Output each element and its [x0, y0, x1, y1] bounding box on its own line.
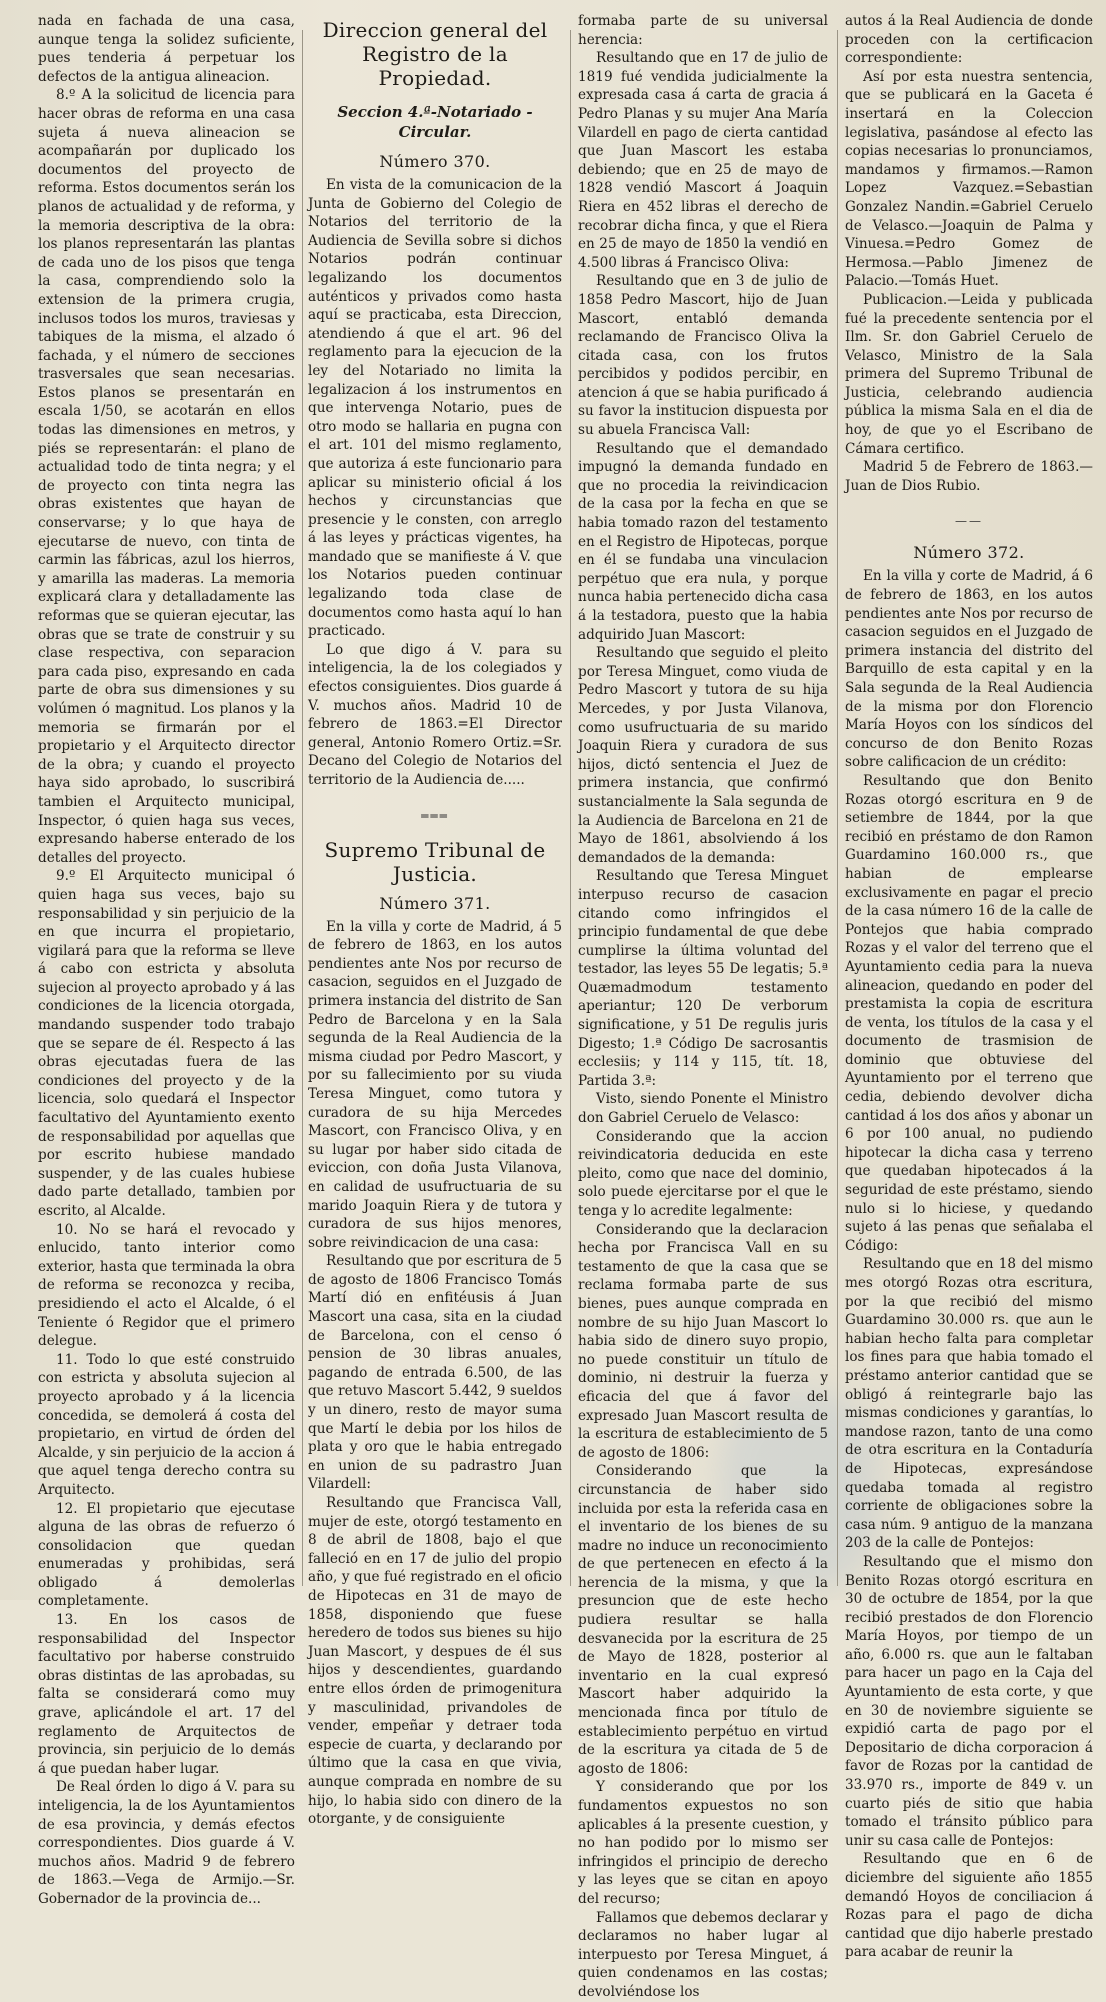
paragraph: 8.º A la solicitud de licencia para hacer obras de reforma en una casa sujeta á nueva alineacion se acompañarán por duplicado los documentos del proyecto de reforma. Estos documentos serán los planos de actualidad y de reforma, y la memoria descriptiva de la obra: los planos representarán las plantas de cada uno de los pisos que tenga la casa, comprendiendo solo la extension de la primera crugia, inclusos todos los muros, traviesas y tabiques de la misma, el alzado ó fachada, y el número de secciones trasversales que sean necesarias. Estos planos se presentarán en escala 1/50, se acotarán en ellos todas las dimensiones en metros, y piés se representarán: el plano de actualidad todo de tinta negra; y el de proyecto con tinta negra las obras existentes que hayan de conservarse; y lo que haya de ejecutarse de nuevo, con tinta de carmin las fábricas, azul los hierros, y amarilla las maderas. La memoria explicará clara y detalladamente las reformas que se quieran ejecutar, las obras que se trate de construir y su clase respectiva, con separacion para cada piso, expresando en cada parte de obra sus dimensiones y su volúmen ó magnitud. Los planos y la memoria se firmarán por el propietario y el Arquitecto director de la obra; y cuando el proyecto haya sido aprobado, lo suscribirá tambien el Arquitecto municipal, Inspector, ó quien haga sus veces, expresando haberse enterado de los detalles del proyecto. — [38, 87, 295, 866]
column-1 — [38, 12, 295, 1907]
paragraph: Visto, siendo Ponente el Ministro don Gabriel Ceruelo de Velasco: — [578, 1091, 828, 1127]
paragraph: formaba parte de su universal herencia: — [578, 13, 828, 48]
article-number: Número 370. — [379, 152, 491, 171]
paragraph: Considerando que la declaracion hecha por Francisca Vall en su testamento de que la casa que se reclama formaba parte de sus bienes, pues aunque comprada en nombre de su hijo Juan Mascort lo habia sido de dinero suyo propio, no puede constituir un título de dominio, ni destruir la fuerza y eficacia del que á favor del expresado Juan Mascort resulta de la escritura de establecimiento de 5 de agosto de 1806: — [578, 1221, 828, 1461]
paragraph: 11. Todo lo que esté construido con estricta y absoluta sujecion al proyecto aprobado y á la licencia concedida, se demolerá á costa del propietario, en virtud de órden del Alcalde, y sin perjuicio de la accion á que aquel tenga derecho contra su Arquitecto. — [38, 1351, 295, 1498]
paragraph: Resultando que en 3 de julio de 1858 Pedro Mascort, hijo de Juan Mascort, entabló demanda reclamando de Francisco Oliva la citada casa, con los frutos percibidos y podidos percibir, en atencion á que se habia purificado á su favor la institucion dispuesta por su abuela Francisca Vall: — [578, 273, 828, 439]
article-number: Número 371. — [379, 893, 491, 913]
column-2 — [308, 12, 562, 1828]
section-heading: Direccion general del Registro de la Propiedad. — [322, 18, 548, 90]
paragraph: Resultando que Francisca Vall, mujer de este, otorgó testamento en 8 de abril de 1808, bajo el que falleció en en 17 de julio del propio año, y que fué registrado en el oficio de Hipotecas en 31 de mayo de 1858, disponiendo que fuese heredero de todos sus bienes su hijo Juan Mascort, y despues de él sus hijos y descendientes, guardando entre ellos órden de primogenitura y masculinidad, privandoles de vender, empeñar y detraer toda especie de cuarta, y declarando por último que la casa en que vivia, aunque comprada en nombre de su hijo, lo habia sido con dinero de la otorgante, y de consiguiente — [308, 1495, 562, 1828]
paragraph: Resultando que seguido el pleito por Teresa Minguet, como viuda de Pedro Mascort y tutora de su hija Mercedes, y por Justa Vilanova, como usufructuaria de su marido Joaquin Riera y curadora de sus hijos, dictó sentencia el Juez de primera instancia, que confirmó sustancialmente la Sala segunda de la Audiencia de Barcelona en 21 de Mayo de 1861, absolviendo á los demandados de la demanda: — [578, 645, 828, 866]
column-rule — [837, 30, 838, 1586]
paragraph: Fallamos que debemos declarar y declaramos no haber lugar al interpuesto por Teresa Minguet, á quien condenamos en las costas; devolviéndose los — [578, 1909, 828, 2000]
paragraph: Resultando que en 17 de julio de 1819 fué vendida judicialmente la expresada casa á carta de gracia á Pedro Planas y su mujer Ana María Vilardell en pago de cierta cantidad que Juan Mascort les estaba debiendo; que en 25 de mayo de 1828 vendió Mascort á Joaquin Riera en 452 libras el derecho de recobrar dicha finca, y que el Riera en 25 de mayo de 1850 la vendió en 4.500 libras á Francisco Oliva: — [578, 50, 828, 271]
paragraph: Publicacion.—Leida y publicada fué la precedente sentencia por el Ilm. Sr. don Gabriel Ceruelo de Velasco, Ministro de la Sala primera del Supremo Tribunal de Justicia, celebrando audiencia pública la misma Sala en el dia de hoy, de que yo el Escribano de Cámara certifico. — [845, 291, 1093, 457]
paragraph: Resultando que el mismo don Benito Rozas otorgó escritura en 30 de octubre de 1854, por la que recibió prestados de don Florencio María Hoyos, por tiempo de un año, 6.000 rs. que aun le faltaban para hacer un pago en la Caja del Ayuntamiento de esta corte, y que en 30 de noviembre siguiente se expidió carta de pago por el Depositario de dicha corporacion á favor de Rozas por la cantidad de 33.970 rs., importe de 849 v. un cuarto piés de sitio que habia tomado el tránsito público para unir su casa calle de Pontejos: — [845, 1553, 1093, 1849]
section-heading: Supremo Tribunal de Justicia. — [324, 837, 546, 886]
separator: ═══ — [421, 808, 449, 823]
column-4 — [845, 12, 1093, 1961]
paragraph: En vista de la comunicacion de la Junta de Gobierno del Colegio de Notarios del territorio de la Audiencia de Sevilla sobre si dichos Notarios podrán continuar legalizando los documentos auténticos y privados como hasta aquí se practicaba, esta Direccion, atendiendo á que el art. 96 del reglamento para la ejecucion de la ley del Notariado no limita la legalizacion á los instrumentos en que intervenga Notario, pues de otro modo se hallaria en pugna con el art. 101 del mismo reglamento, que autoriza á este funcionario para aplicar su ministerio oficial á los hechos y circunstancias que presencie y le consten, con arreglo á las leyes y prácticas vigentes, ha mandado que se manifieste á V. que los Notarios pueden continuar legalizando toda clase de documentos como hasta aquí lo han practicado. — [308, 177, 562, 640]
paragraph: De Real órden lo digo á V. para su inteligencia, la de los Ayuntamientos de esa provincia, y demás efectos correspondientes. Dios guarde á V. muchos años. Madrid 9 de febrero de 1863.—Vega de Armijo.—Sr. Gobernador de la provincia de... — [38, 1779, 295, 1907]
paragraph: autos á la Real Audiencia de donde proceden con la certificacion correspondiente: — [845, 13, 1093, 67]
paragraph: 12. El propietario que ejecutase alguna de las obras de refuerzo ó consolidacion que quedan enumeradas y prohibidas, será obligado á demolerlas completamente. — [38, 1500, 295, 1610]
paragraph: Resultando que en 6 de diciembre del siguiente año 1855 demandó Hoyos de conciliacion á Rozas para el pago de dicha cantidad que dijo haberle prestado para acabar de reunir la — [845, 1851, 1093, 1961]
paragraph: Resultando que en 18 del mismo mes otorgó Rozas otra escritura, por la que recibió del mismo Guardamino 30.000 rs. que aun le habian hecho falta para completar los fines para que habia tomado el préstamo anterior cantidad que se obligó á reintegrarle bajo las mismas condiciones y garantías, lo mandose razon, tanto de una como de otra escritura en la Contaduría de Hipotecas, expresándose quedaba tomada al registro corriente de obligaciones sobre la casa núm. 9 antiguo de la manzana 203 de la calle de Pontejos: — [845, 1256, 1093, 1552]
paragraph: Resultando que por escritura de 5 de agosto de 1806 Francisco Tomás Martí dió en enfitéusis á Juan Mascort una casa, sita en la ciudad de Barcelona, con el censo ó pension de 30 libras anuales, pagando de entrada 6.500, de las que retuvo Mascort 5.442, 9 sueldos y un dinero, resto de mayor suma que Martí le debia por los hilos de plata y oro que le habia entregado en union de su padrastro Juan Vilardell: — [308, 1253, 562, 1493]
paragraph: Resultando que Teresa Minguet interpuso recurso de casacion citando como infringidos el principio fundamental de que debe cumplirse la última voluntad del testador, las leyes 55 De legatis; 5.ª Quæmadmodum testamento aperiantur; 120 De verborum significatione, y 51 De regulis juris Digesto; 1.ª Código De sacrosantis ecclesiis; y 114 y 115, tít. 18, Partida 3.ª: — [578, 868, 828, 1089]
paragraph: Madrid 5 de Febrero de 1863.—Juan de Dios Rubio. — [845, 459, 1093, 494]
paragraph: Lo que digo á V. para su inteligencia, la de los colegiados y efectos consiguientes. Dios guarde á V. muchos años. Madrid 10 de febrero de 1863.=El Director general, Antonio Romero Ortiz.=Sr. Decano del Colegio de Notarios del territorio de la Audiencia de..... — [308, 641, 562, 788]
section-subheading: Seccion 4.ª-Notariado -Circular. — [337, 103, 533, 141]
paragraph: En la villa y corte de Madrid, á 5 de febrero de 1863, en los autos pendientes ante Nos por recurso de casacion, seguidos en el Juzgado de primera instancia del distrito de San Pedro de Barcelona y en la Sala segunda de la Real Audiencia de la misma ciudad por Pedro Mascort, y por su fallecimiento por su viuda Teresa Minguet, como tutora y curadora de su hija Mercedes Mascort, con Francisco Oliva, y en su lugar por haber sido citada de eviccion, con doña Justa Vilanova, en calidad de usufructuaria de su marido Joaquin Riera y de tutora y curadora de sus hijos menores, sobre reivindicacion de una casa: — [308, 918, 562, 1251]
paragraph: Resultando que el demandado impugnó la demanda fundado en que no procedia la reivindicacion de la casa por la fecha en que se habia tomado razon del testamento en el Registro de Hipotecas, porque en él se fundaba una vinculacion perpétuo que era nula, y porque nunca habia pertenecido dicha casa á la testadora, puesto que la habia adquirido Juan Mascort: — [578, 440, 828, 643]
column-rule — [570, 30, 571, 1586]
column-3 — [578, 12, 828, 2000]
article-number: Número 372. — [913, 543, 1025, 563]
paragraph: nada en fachada de una casa, aunque tenga la solidez suficiente, pues tenderia á perpetuar los defectos de la antigua alineacion. — [38, 13, 295, 85]
paragraph: Considerando que la accion reivindicatoria deducida en este pleito, como que nace del dominio, solo puede ejercitarse por el que le tenga y lo acredite legalmente: — [578, 1128, 828, 1219]
paragraph: Considerando que la circunstancia de haber sido incluida por esta la referida casa en el inventario de los bienes de su madre no induce un reconocimiento de que pertenecen en efecto á la herencia de la misma, y que la presuncion que de este hecho pudiera resultar se halla desvanecida por la escritura de 25 de Mayo de 1828, posterior al inventario en la cual expresó Mascort haber adquirido la mencionada finca por título de establecimiento perpétuo en virtud de la escritura ya citada de 5 de agosto de 1806: — [578, 1463, 828, 1777]
paragraph: Y considerando que por los fundamentos expuestos no son aplicables á la presente cuestion, y no han podido por lo mismo ser infringidos el principio de derecho y las leyes que se citan en apoyo del recurso; — [578, 1779, 828, 1907]
column-rule — [302, 30, 303, 1586]
paragraph: En la villa y corte de Madrid, á 6 de febrero de 1863, en los autos pendientes ante Nos por recurso de casacion seguidos en el Juzgado de primera instancia del distrito del Barquillo de esta capital y en la Sala segunda de la Real Audiencia de la misma por don Florencio María Hoyos con los síndicos del concurso de don Benito Rozas sobre calificacion de un crédito: — [845, 568, 1093, 771]
paragraph: Resultando que don Benito Rozas otorgó escritura en 9 de setiembre de 1844, por la que recibió en préstamo de don Ramon Guardamino 160.000 rs., que habian de emplearse exclusivamente en pagar el precio de la casa número 16 de la calle de Pontejos que habia comprado Rozas y el valor del terreno que el Ayuntamiento cedia para la nueva alineacion, quedando en poder del prestamista la copia de escritura de venta, los títulos de la casa y el documento de trasmision de dominio que obtuviese del Ayuntamiento por el terreno que cedia, debiendo devolver dicha cantidad á los dos años y abonar un 6 por 100 anual, no pudiendo hipotecar la dicha casa y terreno que quedaban hipotecados á la seguridad de este préstamo, siendo nulo si lo hiciese, y quedando sujeto á las penas que señalaba el Código: — [845, 772, 1093, 1254]
separator: —— — [955, 514, 983, 529]
paragraph: 9.º El Arquitecto municipal ó quien haga sus veces, bajo su responsabilidad y sin perjuicio de la en que incurra el propietario, vigilará para que la reforma se lleve á cabo con estricta y absoluta sujecion al proyecto aprobado y á las condiciones de la licencia otorgada, mandando suspender todo trabajo que se separe de él. Respecto á las obras ejecutadas fuera de las condiciones del proyecto y de la licencia, solo quedará el Inspector facultativo del Ayuntamiento exento de responsabilidad por aquellas que por escrito hubiese mandado suspender, y de las cuales hubiese dado parte detallado, tambien por escrito, al Alcalde. — [38, 868, 295, 1219]
paragraph: 13. En los casos de responsabilidad del Inspector facultativo por haberse construido obras distintas de las aprobadas, su falta se considerará como muy grave, aplicándole el art. 17 del reglamento de Arquitectos de provincia, sin perjuicio de lo demás á que puedan haber lugar. — [38, 1612, 295, 1777]
paragraph: Así por esta nuestra sentencia, que se publicará en la Gaceta é insertará en la Coleccion legislativa, pasándose al efecto las copias necesarias lo pronunciamos, mandamos y firmamos.—Ramon Lopez Vazquez.=Sebastian Gonzalez Nandin.=Gabriel Ceruelo de Velasco.—Joaquin de Palma y Vinuesa.=Pedro Gomez de Hermosa.—Pablo Jimenez de Palacio.—Tomás Huet. — [845, 68, 1093, 290]
paragraph: 10. No se hará el revocado y enlucido, tanto interior como exterior, hasta que terminada la obra de reforma se reconozca y reciba, presidiendo el acto el Alcalde, ó el Teniente ó Regidor que el primero delegue. — [38, 1221, 295, 1350]
